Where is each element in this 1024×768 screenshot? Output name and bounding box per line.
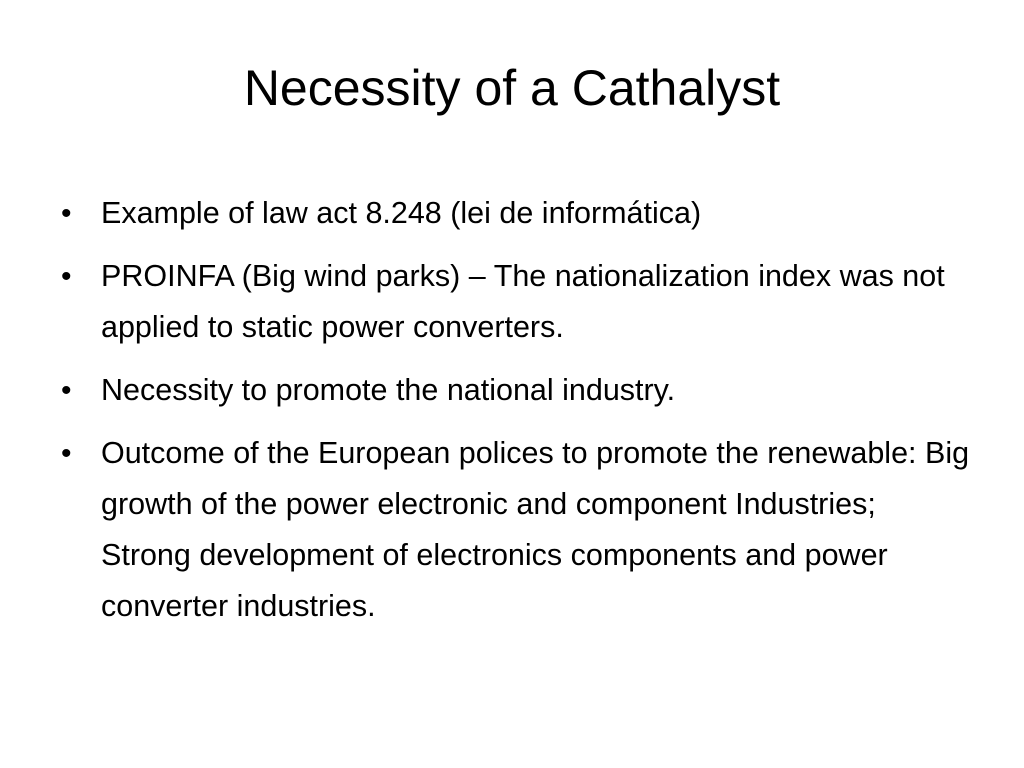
bullet-item-national-industry [60,365,970,416]
bullet-item-law-act [60,188,970,239]
bullet-icon: • [61,260,72,293]
bullet-item-proinfa [60,251,970,353]
bullet-icon: • [61,374,72,407]
bullet-icon: • [61,197,72,230]
bullet-text: Necessity to promote the national industry. [101,373,676,407]
bullet-item-european-policies [60,428,970,632]
bullet-text: Example of law act 8.248 (lei de informática) [101,196,702,230]
slide-title: Necessity of a Cathalyst [243,60,781,116]
bullet-list [60,188,970,644]
bullet-text: Outcome of the European polices to promote the renewable: Big growth of the power electronic and component Industries; Strong development of electronics components and power converter industries. [101,436,970,623]
bullet-text: PROINFA (Big wind parks) – The nationalization index was not applied to static power converters. [101,259,945,344]
bullet-icon: • [61,437,72,470]
